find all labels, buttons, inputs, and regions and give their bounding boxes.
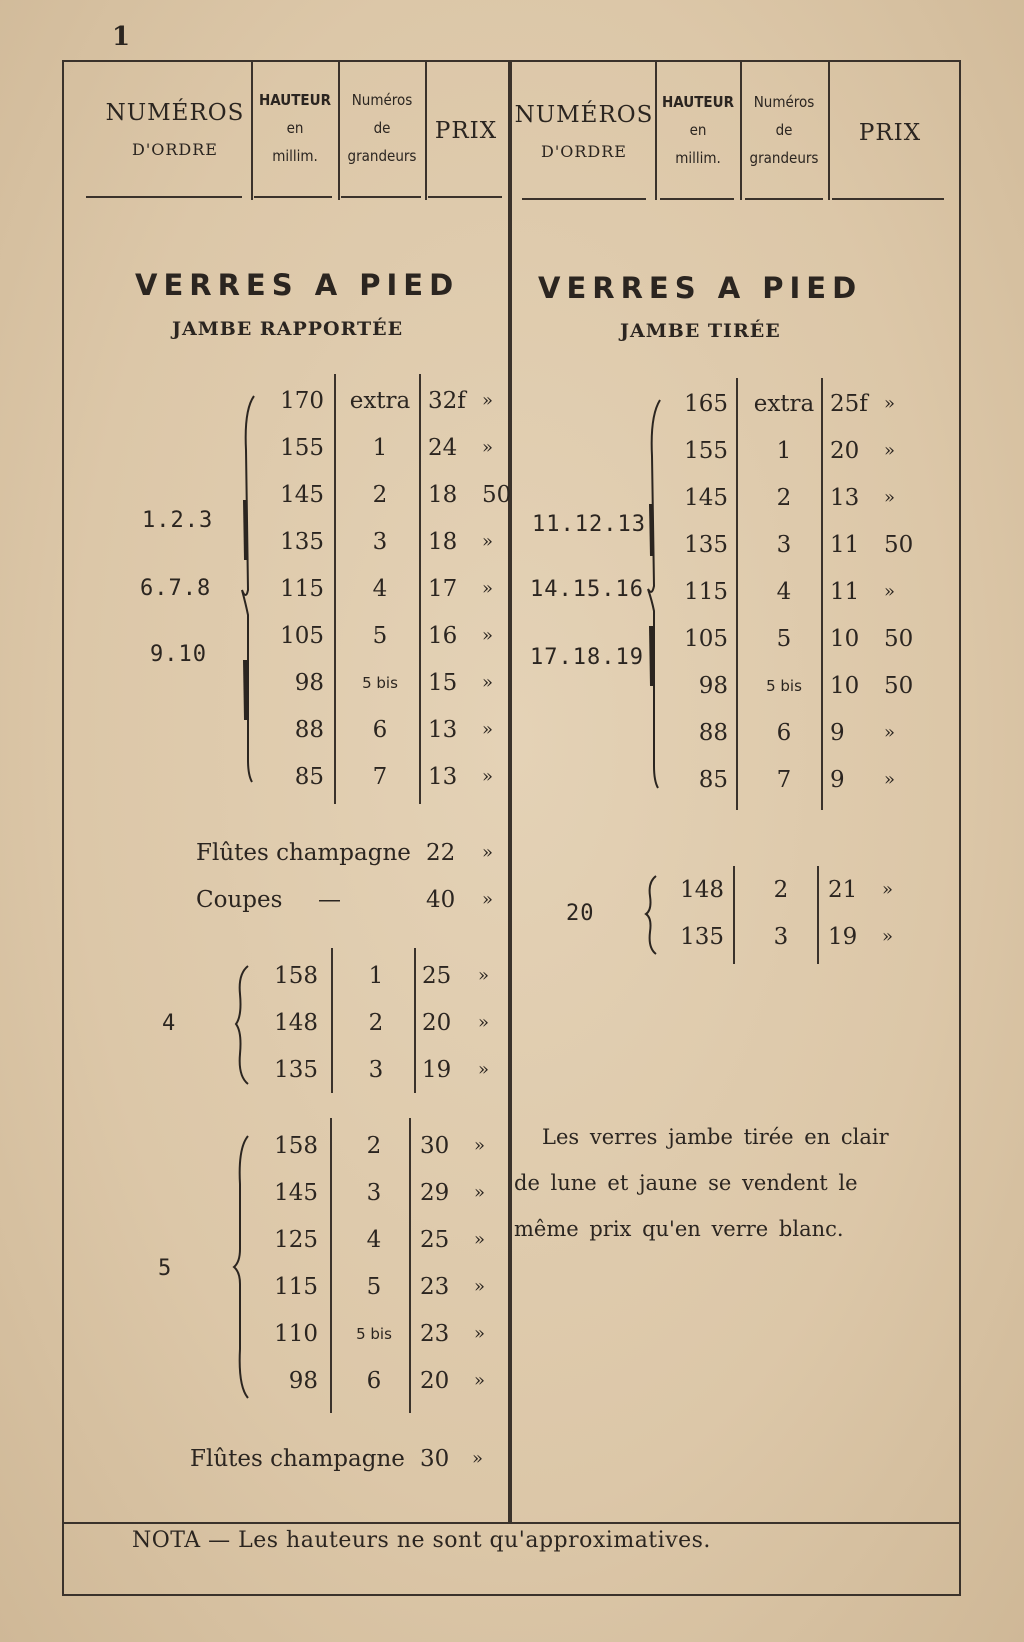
price-cell: 9 (830, 720, 845, 746)
group-label: 17.18.19 (530, 645, 644, 670)
table-row (262, 519, 562, 565)
header-grandeurs-line2: de (373, 119, 391, 137)
extra-price: 22 (426, 840, 456, 866)
size-cell: 5 (366, 1274, 382, 1300)
header-underline (745, 198, 823, 200)
height-cell: 165 (684, 391, 728, 417)
extra-label: Coupes (196, 887, 283, 913)
size-cell: 2 (776, 485, 792, 511)
table-row (666, 757, 966, 803)
header-grandeurs-line3: grandeurs (347, 147, 417, 165)
price-cell: 10 (830, 626, 860, 652)
color-note-line: même prix qu'en verre blanc. (514, 1217, 844, 1241)
header-prix: PRIX (434, 118, 498, 144)
size-cell: 1 (368, 963, 384, 989)
height-cell: 88 (294, 717, 324, 743)
header-grandeurs (741, 84, 827, 176)
cents-cell: » (474, 1323, 486, 1344)
table-row (666, 663, 966, 709)
extra-dash: — (318, 887, 341, 913)
left-title: VERRES A PIED (135, 268, 460, 302)
brace-icon (232, 1134, 256, 1400)
price-cell: 19 (828, 924, 858, 950)
height-cell: 135 (680, 924, 724, 950)
left-subtitle: JAMBE RAPPORTÉE (172, 318, 404, 340)
cents-cell: » (482, 766, 494, 787)
header-hauteur-line1: HAUTEUR (661, 93, 734, 111)
size-cell: 3 (368, 1057, 384, 1083)
extra-price: 30 (420, 1446, 450, 1472)
cents-cell: » (482, 719, 494, 740)
table-row (666, 475, 966, 521)
price-cell: 25 (420, 1227, 450, 1253)
brace-icon (642, 874, 664, 956)
height-cell: 155 (280, 435, 324, 461)
price-cell: 24 (428, 435, 458, 461)
cents-cell: » (884, 393, 896, 414)
height-cell: 125 (274, 1227, 318, 1253)
cents-cell: » (884, 440, 896, 461)
size-cell: 2 (372, 482, 388, 508)
group-label: 9.10 (150, 642, 207, 667)
height-cell: 158 (274, 1133, 318, 1159)
cents-cell: » (474, 1135, 486, 1156)
size-cell: 6 (776, 720, 792, 746)
height-cell: 135 (280, 529, 324, 555)
size-cell: 5 (372, 623, 388, 649)
price-cell: 30 (420, 1133, 450, 1159)
price-cell: 29 (420, 1180, 450, 1206)
price-cell: 25f (830, 391, 868, 417)
right-subtitle: JAMBE TIRÉE (620, 320, 781, 342)
height-cell: 170 (280, 388, 324, 414)
bracket-icon (236, 390, 266, 790)
table-row (666, 710, 966, 756)
table-row (666, 616, 966, 662)
header-grandeurs-line1: Numéros (753, 93, 815, 111)
cents-cell: » (474, 1229, 486, 1250)
price-cell: 18 (428, 529, 458, 555)
cents-cell: » (884, 581, 896, 602)
size-cell: 5 bis (356, 1325, 392, 1343)
height-cell: 110 (274, 1321, 318, 1347)
header-underline (832, 198, 944, 200)
extra-cents: » (482, 889, 494, 910)
extra-label: Flûtes champagne (196, 840, 411, 866)
cents-cell: » (478, 1012, 490, 1033)
table-row (666, 428, 966, 474)
price-cell: 13 (428, 717, 458, 743)
height-cell: 145 (684, 485, 728, 511)
cents-cell: » (478, 965, 490, 986)
height-cell: 145 (274, 1180, 318, 1206)
cents-cell: » (482, 531, 494, 552)
group-label: 4 (162, 1011, 177, 1036)
cents-cell: 50 (884, 532, 914, 558)
price-cell: 21 (828, 877, 858, 903)
size-cell: 3 (366, 1180, 382, 1206)
table-row (256, 953, 556, 999)
size-cell: 5 bis (362, 674, 398, 692)
price-cell: 20 (830, 438, 860, 464)
group-label: 20 (566, 901, 595, 926)
height-cell: 148 (274, 1010, 318, 1036)
cents-cell: » (482, 390, 494, 411)
table-row (262, 566, 562, 612)
table-row (664, 914, 964, 960)
table-row (256, 1047, 556, 1093)
header-ordre: D'ORDRE (132, 139, 218, 159)
height-cell: 105 (280, 623, 324, 649)
extra-cents: » (472, 1448, 484, 1469)
cents-cell: » (482, 437, 494, 458)
height-cell: 98 (294, 670, 324, 696)
header-hauteur (656, 84, 740, 176)
table-row (262, 754, 562, 800)
size-cell: 2 (366, 1133, 382, 1159)
group-label: 1.2.3 (142, 508, 214, 533)
page-number: 1 (112, 22, 131, 52)
header-grandeurs-line2: de (775, 121, 793, 139)
header-underline (254, 196, 332, 198)
price-cell: 13 (830, 485, 860, 511)
cents-cell: » (482, 578, 494, 599)
table-row (666, 381, 966, 427)
price-cell: 11 (830, 579, 860, 605)
table-row (256, 1000, 556, 1046)
cents-cell: » (482, 672, 494, 693)
price-cell: 32f (428, 388, 466, 414)
right-title: VERRES A PIED (538, 271, 863, 305)
group-label: 11.12.13 (532, 512, 646, 537)
header-hauteur-line2: en (286, 119, 304, 137)
height-cell: 145 (280, 482, 324, 508)
extra-row (196, 830, 506, 876)
table-row (262, 378, 562, 424)
header-hauteur (252, 82, 338, 174)
height-cell: 135 (684, 532, 728, 558)
size-cell: 1 (776, 438, 792, 464)
cents-cell: » (474, 1182, 486, 1203)
height-cell: 98 (698, 673, 728, 699)
price-cell: 10 (830, 673, 860, 699)
size-cell: 3 (372, 529, 388, 555)
header-numeros-ordre (514, 86, 654, 176)
table-row (262, 613, 562, 659)
group-label: 6.7.8 (140, 576, 212, 601)
table-row (666, 522, 966, 568)
height-cell: 115 (280, 576, 324, 602)
bracket-icon (642, 396, 672, 796)
cents-cell: » (882, 926, 894, 947)
table-row (256, 1311, 556, 1357)
table-row (256, 1264, 556, 1310)
size-cell: 1 (372, 435, 388, 461)
header-numeros: NUMÉROS (514, 101, 654, 128)
price-cell: 20 (422, 1010, 452, 1036)
height-cell: 85 (294, 764, 324, 790)
cents-cell: » (478, 1059, 490, 1080)
price-cell: 25 (422, 963, 452, 989)
table-row (256, 1123, 556, 1169)
extra-cents: » (482, 842, 494, 863)
extra-label: Flûtes champagne (190, 1446, 405, 1472)
height-cell: 85 (698, 767, 728, 793)
header-grandeurs-line1: Numéros (351, 91, 413, 109)
size-cell: 2 (368, 1010, 384, 1036)
height-cell: 155 (684, 438, 728, 464)
header-hauteur-line3: millim. (272, 147, 318, 165)
size-cell: 4 (366, 1227, 382, 1253)
size-cell: extra (753, 391, 815, 417)
extra-row (196, 877, 506, 923)
extra-price: 40 (426, 887, 456, 913)
price-cell: 19 (422, 1057, 452, 1083)
cents-cell: » (882, 879, 894, 900)
size-cell: 7 (776, 767, 792, 793)
cents-cell: 50 (482, 482, 512, 508)
cents-cell: 50 (884, 673, 914, 699)
height-cell: 115 (684, 579, 728, 605)
price-cell: 13 (428, 764, 458, 790)
table-row (666, 569, 966, 615)
price-cell: 15 (428, 670, 458, 696)
nota-rule (62, 1522, 959, 1524)
height-cell: 88 (698, 720, 728, 746)
table-row (256, 1217, 556, 1263)
header-ordre: D'ORDRE (541, 141, 627, 161)
header-hauteur-line2: en (689, 121, 707, 139)
price-cell: 23 (420, 1274, 450, 1300)
color-note-line: Les verres jambe tirée en clair (542, 1125, 889, 1149)
cents-cell: » (884, 722, 896, 743)
height-cell: 115 (274, 1274, 318, 1300)
price-cell: 18 (428, 482, 458, 508)
table-row (256, 1170, 556, 1216)
price-cell: 11 (830, 532, 860, 558)
nota: NOTA — Les hauteurs ne sont qu'approximatives. (132, 1528, 711, 1553)
header-numeros-ordre (100, 84, 250, 174)
price-cell: 23 (420, 1321, 450, 1347)
cents-cell: 50 (884, 626, 914, 652)
header-underline (341, 196, 421, 198)
table-row (262, 707, 562, 753)
height-cell: 98 (288, 1368, 318, 1394)
size-cell: 5 bis (766, 677, 802, 695)
header-underline (428, 196, 502, 198)
color-note (514, 1114, 894, 1252)
height-cell: 158 (274, 963, 318, 989)
table-row (262, 660, 562, 706)
size-cell: 3 (776, 532, 792, 558)
size-cell: 4 (776, 579, 792, 605)
header-grandeurs-line3: grandeurs (749, 149, 819, 167)
size-cell: 6 (366, 1368, 382, 1394)
color-note-line: de lune et jaune se vendent le (514, 1171, 858, 1195)
cents-cell: » (474, 1370, 486, 1391)
table-row (262, 425, 562, 471)
height-cell: 105 (684, 626, 728, 652)
header-hauteur-line1: HAUTEUR (258, 91, 331, 109)
size-cell: 6 (372, 717, 388, 743)
table-row (256, 1358, 556, 1404)
header-grandeurs (339, 82, 425, 174)
size-cell: 3 (773, 924, 789, 950)
price-cell: 9 (830, 767, 845, 793)
group-label: 14.15.16 (530, 577, 644, 602)
cents-cell: » (482, 625, 494, 646)
header-hauteur-line3: millim. (675, 149, 721, 167)
header-numeros: NUMÉROS (105, 99, 245, 126)
height-cell: 135 (274, 1057, 318, 1083)
table-row (664, 867, 964, 913)
header-underline (522, 198, 646, 200)
price-cell: 16 (428, 623, 458, 649)
brace-icon (232, 964, 256, 1086)
price-cell: 20 (420, 1368, 450, 1394)
group-label: 5 (158, 1256, 173, 1281)
header-underline (86, 196, 242, 198)
height-cell: 148 (680, 877, 724, 903)
price-cell: 17 (428, 576, 458, 602)
header-underline (660, 198, 734, 200)
extra-row (190, 1436, 506, 1482)
cents-cell: » (884, 487, 896, 508)
header-prix: PRIX (858, 120, 922, 146)
size-cell: 2 (773, 877, 789, 903)
table-row (262, 472, 562, 518)
cents-cell: » (884, 769, 896, 790)
size-cell: extra (349, 388, 411, 414)
cents-cell: » (474, 1276, 486, 1297)
size-cell: 5 (776, 626, 792, 652)
size-cell: 4 (372, 576, 388, 602)
size-cell: 7 (372, 764, 388, 790)
